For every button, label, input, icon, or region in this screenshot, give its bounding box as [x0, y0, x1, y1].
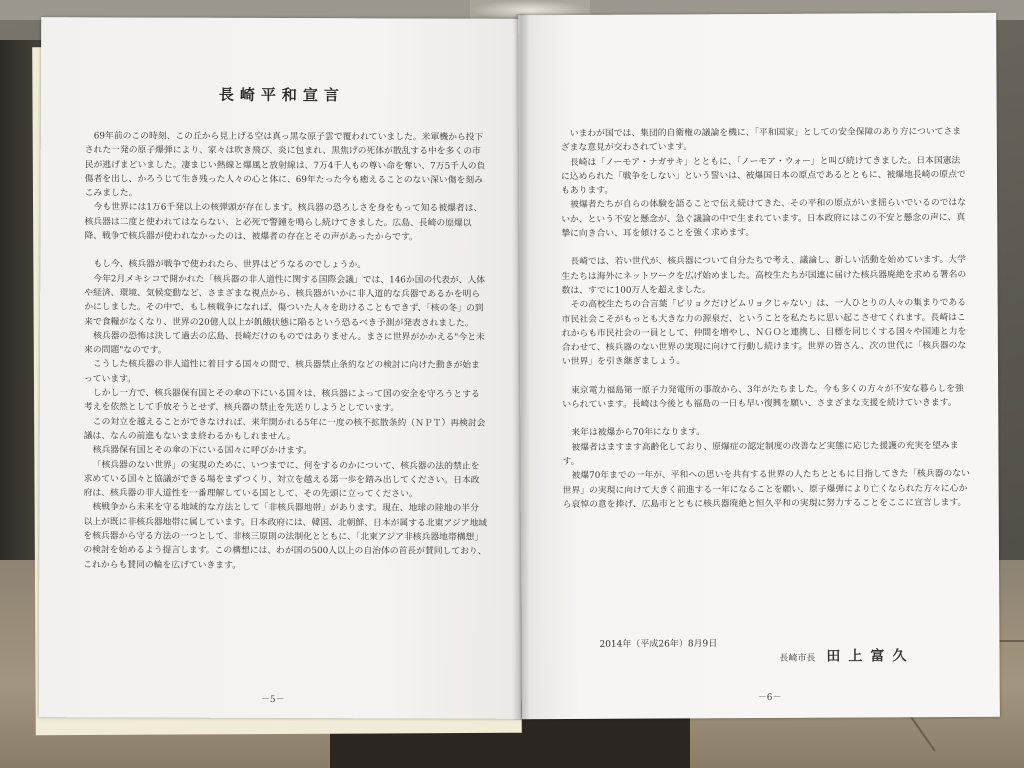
paragraph: 来年は被爆から70年になります。 — [571, 427, 706, 439]
paragraph: この対立を越えることができなければ、来年開かれる5年に一度の核不拡散条約（ＮＰＴ）再検討会議は、なんの前進もないまま終わるかもしれません。 — [83, 416, 486, 442]
right-page-body — [561, 125, 971, 512]
paragraph: 核兵器の恐怖は決して過去の広島、長崎だけのものではありません。まさに世界がかかえる"今と未来の問題"なのです。 — [84, 331, 485, 356]
paragraph: もし今、核兵器が戦争で使われたら、世界はどうなるのでしょうか。 — [93, 259, 367, 271]
paragraph: 今年2月メキシコで開かれた「核兵器の非人道性に関する国際会議」では、146か国の代表が、人体や経済、環境、気候変動など、さまざまな視点から、核兵器がいかに非人道的な兵器であるかを明らかにしました。その中で、もし核戦争になれば、傷ついた人々を助けることもできず、「核の冬」の到来で食糧がなくなり、世界の20億人以上が飢餓状態に陥るという恐るべき予測が発表されました。 — [84, 274, 486, 329]
paragraph: 被爆者はますます高齢化しており、原爆症の認定制度の改善など実態に応じた援護の充実を望みます。 — [562, 440, 959, 467]
paragraph: こうした核兵器の非人道性に着目する国々の間で、核兵器禁止条約などの検討に向けた動きが始まっています。 — [83, 359, 480, 385]
declaration-date: 2014年（平成26年）8月9日 — [599, 639, 718, 650]
signature-name: 田上富久 — [826, 648, 915, 665]
declaration-title: 長崎平和宣言 — [218, 85, 345, 105]
paragraph: しかし一方で、核兵器保有国とその傘の下にいる国々は、核兵器によって国の安全を守ろうとする考えを依然として手放そうとせず、核兵器の禁止を先送りしようとしています。 — [83, 388, 480, 414]
paragraph: 被爆70年までの一年が、平和への思いを共有する世界の人たちとともに目指してきた「核兵器のない世界」の実現に向けて大きく前進する一年になることを願い、原子爆弾により亡くなられた方々に心から哀悼の意を捧げ、広島市とともに核兵器廃絶と恒久平和の実現に努力することをここに宣言します。 — [562, 469, 970, 510]
signature — [779, 645, 914, 666]
paragraph-gap — [84, 244, 488, 259]
page-number: －6－ — [757, 692, 782, 704]
left-page — [39, 17, 523, 719]
paragraph: 被爆者たちが自らの体験を語ることで伝え続けてきた、その平和の原点がいま揺らいでいるのではないか、という不安と懸念が、急ぐ議論の中で生まれています。日本政府にはこの不安と懸念の声に、真摯に向き合い、耳を傾けることを強く求めます。 — [561, 198, 967, 240]
signature-title: 長崎市長 — [779, 653, 816, 664]
paragraph: 69年前のこの時刻、この丘から見上げる空は真っ黒な原子雲で覆われていました。米軍機から投下された一発の原子爆弾により、家々は吹き飛び、炎に包まれ、黒焦げの死体が散乱する中を多くの市民が逃げまどいました。凄まじい熱線と爆風と放射線は、7万4千人もの尊い命を奪い、7万5千人の負傷者を出し、かろうじて生き残った人々の心と体に、69年たった今も癒えることのない深い傷を刻みこみました。 — [84, 131, 486, 199]
paragraph: 核戦争から未来を守る地域的な方法として「非核兵器地帯」があります。現在、地球の陸地の半分以上が既に非核兵器地帯に属しています。日本政府には、韓国、北朝鮮、日本が属する北東アジア地域を核兵器から守る方法の一つとして、非核三原則の法制化とともに、「北東アジア非核兵器地帯構想」の検討を始めるよう提言します。この構想には、わが国の500人以上の自治体の首長が賛同しており、これからも賛同の輪を広げていきます。 — [83, 502, 488, 571]
right-page — [518, 13, 1000, 719]
paragraph: その高校生たちの合言葉「ビリョクだけどムリョクじゃない」は、一人ひとりの人々の集まりである市民社会こそがもっとも大きな力の源泉だ、ということを私たちに思い起こさせてくれます。長崎はこれからも市民社会の一員として、仲間を増やし、ＮＧＯと連携し、目標を同じくする国々や国連と力を合わせて、核兵器のない世界の実現に向けて行動し続けます。世界の皆さん、次の世代に「核兵器のない世界」を引き継ぎましょう。 — [561, 298, 967, 368]
paragraph: 核兵器保有国とその傘の下にいる国々に呼びかけます。 — [92, 445, 312, 457]
left-page-body — [83, 129, 489, 573]
paragraph: いまわが国では、集団的自衛権の議論を機に、「平和国家」としての安全保障のあり方についてさまざまな意見が交わされています。 — [560, 126, 962, 154]
book-gutter — [512, 14, 530, 720]
paragraph: 「核兵器のない世界」の実現のために、いつまでに、何をするのかについて、核兵器の法的禁止を求めている国々と協議ができる場をまずつくり、対立を越える第一歩を踏み出してください。日本政府は、核兵器の非人道性を一番理解している国として、その先頭に立ってください。 — [83, 459, 480, 500]
paragraph: 長崎では、若い世代が、核兵器について自分たちで考え、議論し、新しい活動を始めています。大学生たちは海外にネットワークを広げ始めました。高校生たちが国連に届けた核兵器廃絶を求める署名の数は、すでに100万人を超えました。 — [561, 255, 967, 297]
paragraph: 今も世界には1万6千発以上の核弾頭が存在します。核兵器の恐ろしさを身をもって知る被爆者は、核兵器は二度と使われてはならない、と必死で警鐘を鳴らし続けてきました。広島、長崎の原爆以降、戦争で核兵器が使われなかったのは、被爆者の存在とその声があったからです。 — [84, 202, 483, 243]
page-number: －5－ — [260, 694, 285, 706]
paragraph: 東京電力福島第一原子力発電所の事故から、3年がたちました。今も多くの方々が不安な暮らしを強いられています。長崎は今後とも福島の一日も早い復興を願い、さまざまな支援を続けていきます。 — [562, 383, 964, 411]
paragraph: 長崎は「ノーモア・ナガサキ」とともに、「ノーモア・ウォー」と叫び続けてきました。日本国憲法に込められた「戦争をしない」という誓いは、被爆国日本の原点であるとともに、被爆地長崎の原点でもあります。 — [560, 155, 966, 197]
